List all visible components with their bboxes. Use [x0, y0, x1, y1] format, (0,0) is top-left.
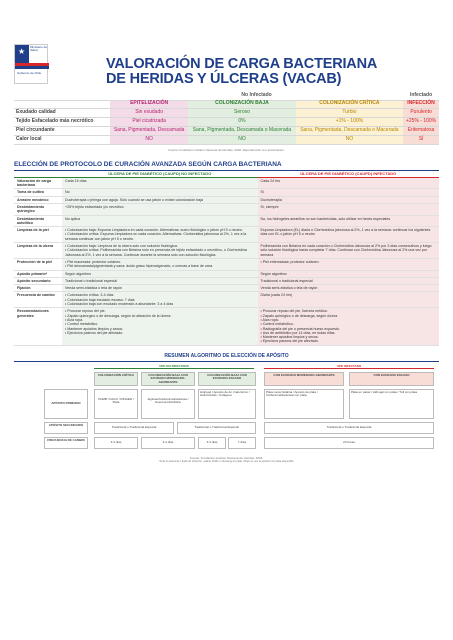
table-cell: Según algoritmo [258, 270, 440, 277]
table-cell: Tradicional o tradicional especial [62, 277, 258, 284]
algo-freq-4: 7 días [228, 437, 256, 449]
ministry-logo [14, 44, 48, 84]
algorithm-title: RESUMEN ALGORITMO DE ELECCIÓN DE APÓSITO [14, 353, 439, 362]
row-label: Protección de la piel [14, 258, 62, 270]
algo-cat-inf-escaso: CON EXUDADO ESCASO [349, 372, 434, 386]
algo-freq-2: 3-4 días [141, 437, 195, 449]
algo-primary-5: Plata en pasta / Hidrogel con plata / Tull con plata [349, 389, 434, 419]
table-cell: Diaria (cada 24 hrs) [258, 292, 440, 308]
table-row [14, 243, 439, 259]
row-label: Limpieza de la úlcera [14, 243, 62, 259]
table-cell: • Piel eritematosa: protector cutáneo. [258, 258, 440, 270]
algo-freq-3: 3-4 días [198, 437, 226, 449]
row-label: Limpieza de la piel [14, 227, 62, 243]
col-colonizacion-critica: COLONIZACIÓN CRÍTICA [296, 100, 403, 108]
algo-label-frecuencia: FRECUENCIA DE CAMBIO [44, 437, 88, 449]
algo-primary-1: PHMB / DACC / RINGER / Plata [94, 389, 138, 419]
table-cell: Venda semi-elástica o tela de rayón [258, 285, 440, 292]
row-label: Apósito primario* [14, 270, 62, 277]
group-no-infectado: No Infectado [110, 92, 403, 100]
table-cell: Cada 15 días [62, 177, 258, 189]
table-row [14, 258, 439, 270]
algorithm-footer: Fuente: Fundación Instituto Nacional de Heridas, 2018. [189, 455, 264, 460]
row-label: Fijación [14, 285, 62, 292]
protocol-title: ELECCIÓN DE PROTOCOLO DE CURACIÓN AVANZADA SEGÚN CARGA BACTERIANA [14, 161, 439, 171]
algo-primary-3: Hidrogel / Apósito de Ac. hialurónico / Hidrocoloide / Colágeno [198, 389, 256, 419]
protocol-table [14, 171, 439, 346]
col-infeccion: INFECCIÓN [403, 100, 439, 108]
algo-infectado: UPD INFECTADO [264, 365, 434, 370]
table-row: Calor local NO NO NO SÍ [14, 135, 439, 144]
table-cell: +25% tejido esfacelado y/o necrótico [62, 203, 258, 215]
table-row [14, 203, 439, 215]
group-infectado: Infectado [403, 92, 439, 100]
table-row: Exudado calidad Sin exudado Seroso Turbio Purulento [14, 108, 439, 117]
table-row [14, 308, 439, 345]
header [14, 0, 439, 92]
table-row [14, 177, 439, 189]
algo-cat-baja-abundante: COLONIZACIÓN BAJA CON EXUDADO MODERADO-ABUNDANTE [141, 372, 195, 386]
col-no-infectado: ÚLCERA DE PIE DIABÉTICO (CAUPD) NO INFECTADO [62, 171, 258, 178]
vacab-table [14, 92, 439, 145]
row-label: Arrastre mecánico [14, 196, 62, 203]
col-colonizacion-baja: COLONIZACIÓN BAJA [188, 100, 295, 108]
table-cell: No [62, 189, 258, 196]
algo-freq-5: 24 horas [264, 437, 434, 449]
logo-ministry-text: Ministerio de Salud [30, 45, 48, 53]
algo-secondary-3: Tradicional o Tradicional Especial [264, 422, 434, 434]
table-cell: • Procurar reposo del pie, licencia médica. • Zapato quirúrgico o de descarga, según úlcera. • Alza ropa. • Control metabólico. • Radiografía del pie o presencia hueso expuesto. • Uso de antibiótico por 14 días, en todas ellas. • Mantener apósitos limpios y secos. • Ejercicios pasivos del pie afectado. [258, 308, 440, 345]
algorithm-note: *Ante la ausencia o duda de infección, aplicar biofilm o dressing de plata: dirigir su uso al apósito con plata disponible. [158, 459, 295, 463]
vacab-source: Fuente: Fundación Instituto Nacional de Heridas, 2018. Reproducción con autorización. [168, 147, 285, 152]
table-row [14, 227, 439, 243]
table-cell: Duchoterapia [258, 196, 440, 203]
algorithm-diagram [14, 364, 439, 454]
table-cell: • Procurar reposo del pie. • Zapato quirúrgico o de descarga, según la ubicación de la úlcera. • Alza ropa. • Control metabólico. • Mantener apósitos limpios y secos. • Ejercicios pasivos del pie afectado. [62, 308, 258, 345]
table-cell: Sí [258, 189, 440, 196]
table-cell: No, los hidrogeles amarillos no son bactericidas, solo utilizar en heces especiales [258, 215, 440, 227]
algo-label-primario: APÓSITO PRIMARIO [44, 389, 88, 419]
row-label: Desbridamiento autolítico [14, 215, 62, 227]
table-cell: Sí, siempre [258, 203, 440, 215]
table-cell: • Colonización crítica: 3-4 días • Colonización baja exudado escaso: 7 días • Colonización baja con exudado moderado a abundante: 3 a 4 días [62, 292, 258, 308]
col-infectado: ÚLCERA DE PIE DIABÉTICO (CAUPD) INFECTADO [258, 171, 440, 178]
table-row [14, 285, 439, 292]
row-label: Toma de cultivo [14, 189, 62, 196]
logo-gov-text: Gobierno de Chile [17, 71, 42, 75]
algo-secondary-2: Tradicional o Tradicional Especial [177, 422, 256, 434]
star-icon: ★ [18, 47, 26, 56]
table-cell: Duchoterapia o jeringa con aguja. Sólo cuando se usa jabón o existe colonización baja [62, 196, 258, 203]
algo-cat-baja-escaso: COLONIZACIÓN BAJA CON EXUDADO ESCASO [198, 372, 256, 386]
table-cell: • Colonización baja: Limpieza de la úlcera solo con solución fisiológica. • Colonización crítica: Polihexanida con Betaína solo en presencia de tejido esfacelado o necrótico, o Clorhexidina Jabonosa al 2%, 1 vez a la semana. Continuar durante la semana solo con solución fisiológica. [62, 243, 258, 259]
table-cell: Espuma Limpiadora (EL) diaria o Clorhexidina jabonosa al 2%, 1 vez a la semana: continuar los siguientes días con EL o jabón pH 5 o neutro [258, 227, 440, 243]
row-label: Valoración de carga bacteriana [14, 177, 62, 189]
row-label: Recomendaciones generales [14, 308, 62, 345]
algo-cat-inf-abundante: CON EXUDADO MODERADO-ABUNDANTE [264, 372, 344, 386]
table-cell: • Piel macerada: protector cutáneo. • Piel descamada/pigmentada y sana: ácido graso hiperoxigenado, o cremas a base de urea. [62, 258, 258, 270]
table-row: Piel circundante Sana, Pigmentada, Descamada Sana, Pigmentada, Descamada o Macerada Sana, Pigmentada, Descamada o Macerada Eritematosa [14, 126, 439, 135]
algo-no-infectado: UPD NO INFECTADO [94, 365, 254, 370]
algo-cat-critica: COLONIZACIÓN CRÍTICA [94, 372, 138, 386]
row-label: Frecuencia de cambio [14, 292, 62, 308]
col-epitelizacion: EPITELIZACIÓN [110, 100, 188, 108]
table-cell: Cada 24 hrs [258, 177, 440, 189]
table-cell: Venda semi-elástica o tela de rayón [62, 285, 258, 292]
table-row [14, 292, 439, 308]
row-label: Apósito secundario [14, 277, 62, 284]
algo-secondary-1: Tradicional o Tradicional Especial [94, 422, 174, 434]
table-row [14, 189, 439, 196]
table-cell: Polihexanida con Betaína en cada curación o Clorhexidina Jabonosa al 2% por 3 días consecutivos y luego sólo solución fisiológica hasta completar 7 días. Continuar con Clorhexidina Jabonosa al 2% una vez por semana [258, 243, 440, 259]
row-label: Desbridamiento quirúrgico [14, 203, 62, 215]
table-row [14, 215, 439, 227]
table-cell: Según algoritmo [62, 270, 258, 277]
table-cell: No aplica [62, 215, 258, 227]
table-cell: • Colonización baja: Espuma Limpiadora en cada curación. Alternativas: suero fisiológico o jabón pH 5 o neutro. • Colonización crítica: Espuma Limpiadora en cada curación. Alternativas: Clorhexidina jabonosa al 2%, 1 vez a la semana continuar con jabón pH 5 o neutro. [62, 227, 258, 243]
table-row [14, 277, 439, 284]
table-row [14, 196, 439, 203]
algo-primary-4: Plata nanocristalina / Apósito de plata / Carboximetilcelulosa con plata [264, 389, 344, 419]
algo-freq-1: 3-4 días [94, 437, 138, 449]
table-row: Tejido Esfacelado más necrótico Piel cicatrizada 0% +1% - 100% +25% - 100% [14, 117, 439, 126]
table-cell: Tradicional o tradicional especial [258, 277, 440, 284]
algo-primary-2: Alginato/Carboximetilcelulosa / Espuma Hidrofílica [141, 389, 195, 419]
table-row [14, 270, 439, 277]
page-title: VALORACIÓN DE CARGA BACTERIANA DE HERIDAS Y ÚLCERAS (VACAB) [106, 56, 378, 87]
algo-label-secundario: APÓSITO SECUNDARIO [44, 422, 88, 434]
